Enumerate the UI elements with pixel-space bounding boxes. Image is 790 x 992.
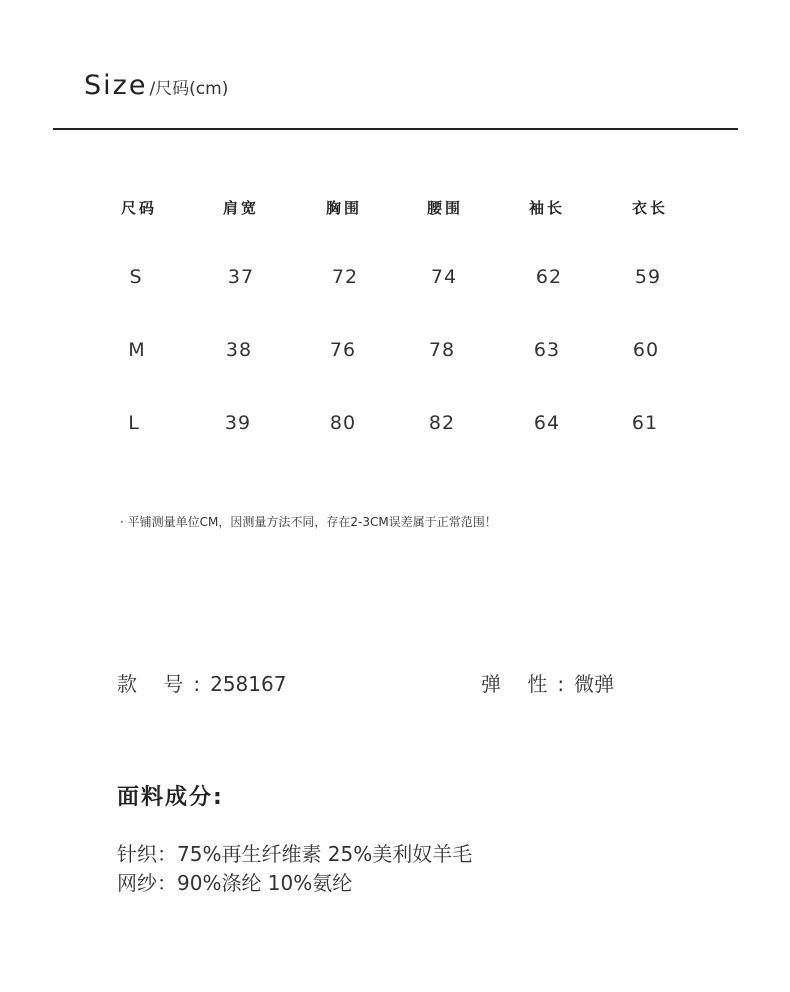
- fabric-title: 面料成分:: [117, 785, 224, 810]
- row-s-length: 59: [634, 266, 662, 288]
- row-s-size: S: [129, 266, 143, 288]
- row-m-shoulder: 38: [225, 339, 253, 361]
- row-s-shoulder: 37: [227, 266, 255, 288]
- elasticity-label: 弹 性: [481, 672, 548, 696]
- size-table: [0, 0, 790, 460]
- row-s-chest: 72: [331, 266, 359, 288]
- style-number-colon: :: [193, 672, 201, 696]
- elasticity: [481, 668, 614, 697]
- header-waist: 腰围: [426, 199, 464, 217]
- style-number: [117, 668, 286, 697]
- row-l-size: L: [128, 412, 140, 434]
- row-l-shoulder: 39: [224, 412, 252, 434]
- row-m-waist: 78: [428, 339, 456, 361]
- fabric-knit-line: 针织：75%再生纤维素 25%美利奴羊毛: [117, 842, 473, 866]
- row-m-chest: 76: [329, 339, 357, 361]
- row-l-sleeve: 64: [533, 412, 561, 434]
- row-l-waist: 82: [428, 412, 456, 434]
- title-main: Size: [84, 70, 148, 101]
- header-chest: 胸围: [325, 199, 363, 217]
- row-s-sleeve: 62: [535, 266, 563, 288]
- style-number-value: 258167: [210, 672, 287, 696]
- header-sleeve: 袖长: [528, 199, 566, 217]
- header-size: 尺码: [120, 199, 158, 217]
- row-m-size: M: [128, 339, 146, 361]
- title-unit: /尺码(cm): [149, 79, 229, 99]
- fabric-mesh-line: 网纱：90%涤纶 10%氨纶: [117, 871, 353, 895]
- style-number-label: 款 号: [117, 672, 184, 696]
- row-l-chest: 80: [329, 412, 357, 434]
- elasticity-colon: :: [557, 672, 565, 696]
- measurement-note: · 平铺测量单位CM，因测量方法不同，存在2-3CM误差属于正常范围！: [120, 515, 497, 529]
- elasticity-value: 微弹: [574, 672, 615, 696]
- row-m-length: 60: [632, 339, 660, 361]
- row-m-sleeve: 63: [533, 339, 561, 361]
- header-shoulder: 肩宽: [222, 199, 260, 217]
- row-l-length: 61: [631, 412, 659, 434]
- header-length: 衣长: [631, 199, 669, 217]
- row-s-waist: 74: [430, 266, 458, 288]
